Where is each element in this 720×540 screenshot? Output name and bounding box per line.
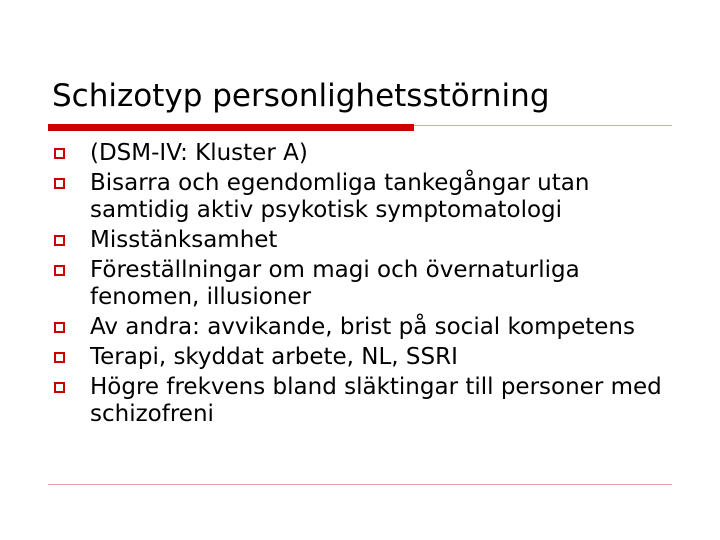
bullet-text: Bisarra och egendomliga tankegångar utan samtidig aktiv psykotisk symptomatologi <box>90 170 590 223</box>
title-underline-rule <box>414 125 672 126</box>
title-underline-accent <box>48 124 414 131</box>
bullet-item <box>52 170 692 224</box>
bullet-item <box>52 374 692 428</box>
bullet-item <box>52 344 692 371</box>
footer-rule <box>48 484 672 485</box>
bullet-text: Högre frekvens bland släktingar till personer med schizofreni <box>90 374 662 427</box>
hollow-square-icon <box>54 235 65 246</box>
bullet-text: Misstänksamhet <box>90 227 278 253</box>
hollow-square-icon <box>54 148 65 159</box>
slide-title: Schizotyp personlighetsstörning <box>52 78 550 114</box>
bullet-item <box>52 227 692 254</box>
bullet-item <box>52 140 692 167</box>
bullet-text: (DSM-IV: Kluster A) <box>90 140 308 166</box>
hollow-square-icon <box>54 178 65 189</box>
bullet-text: Föreställningar om magi och övernaturliga fenomen, illusioner <box>90 257 580 310</box>
hollow-square-icon <box>54 352 65 363</box>
hollow-square-icon <box>54 265 65 276</box>
bullet-list <box>52 140 692 431</box>
bullet-item <box>52 314 692 341</box>
hollow-square-icon <box>54 382 65 393</box>
bullet-item <box>52 257 692 311</box>
hollow-square-icon <box>54 322 65 333</box>
bullet-text: Av andra: avvikande, brist på social kompetens <box>90 314 635 340</box>
bullet-text: Terapi, skyddat arbete, NL, SSRI <box>90 344 458 370</box>
